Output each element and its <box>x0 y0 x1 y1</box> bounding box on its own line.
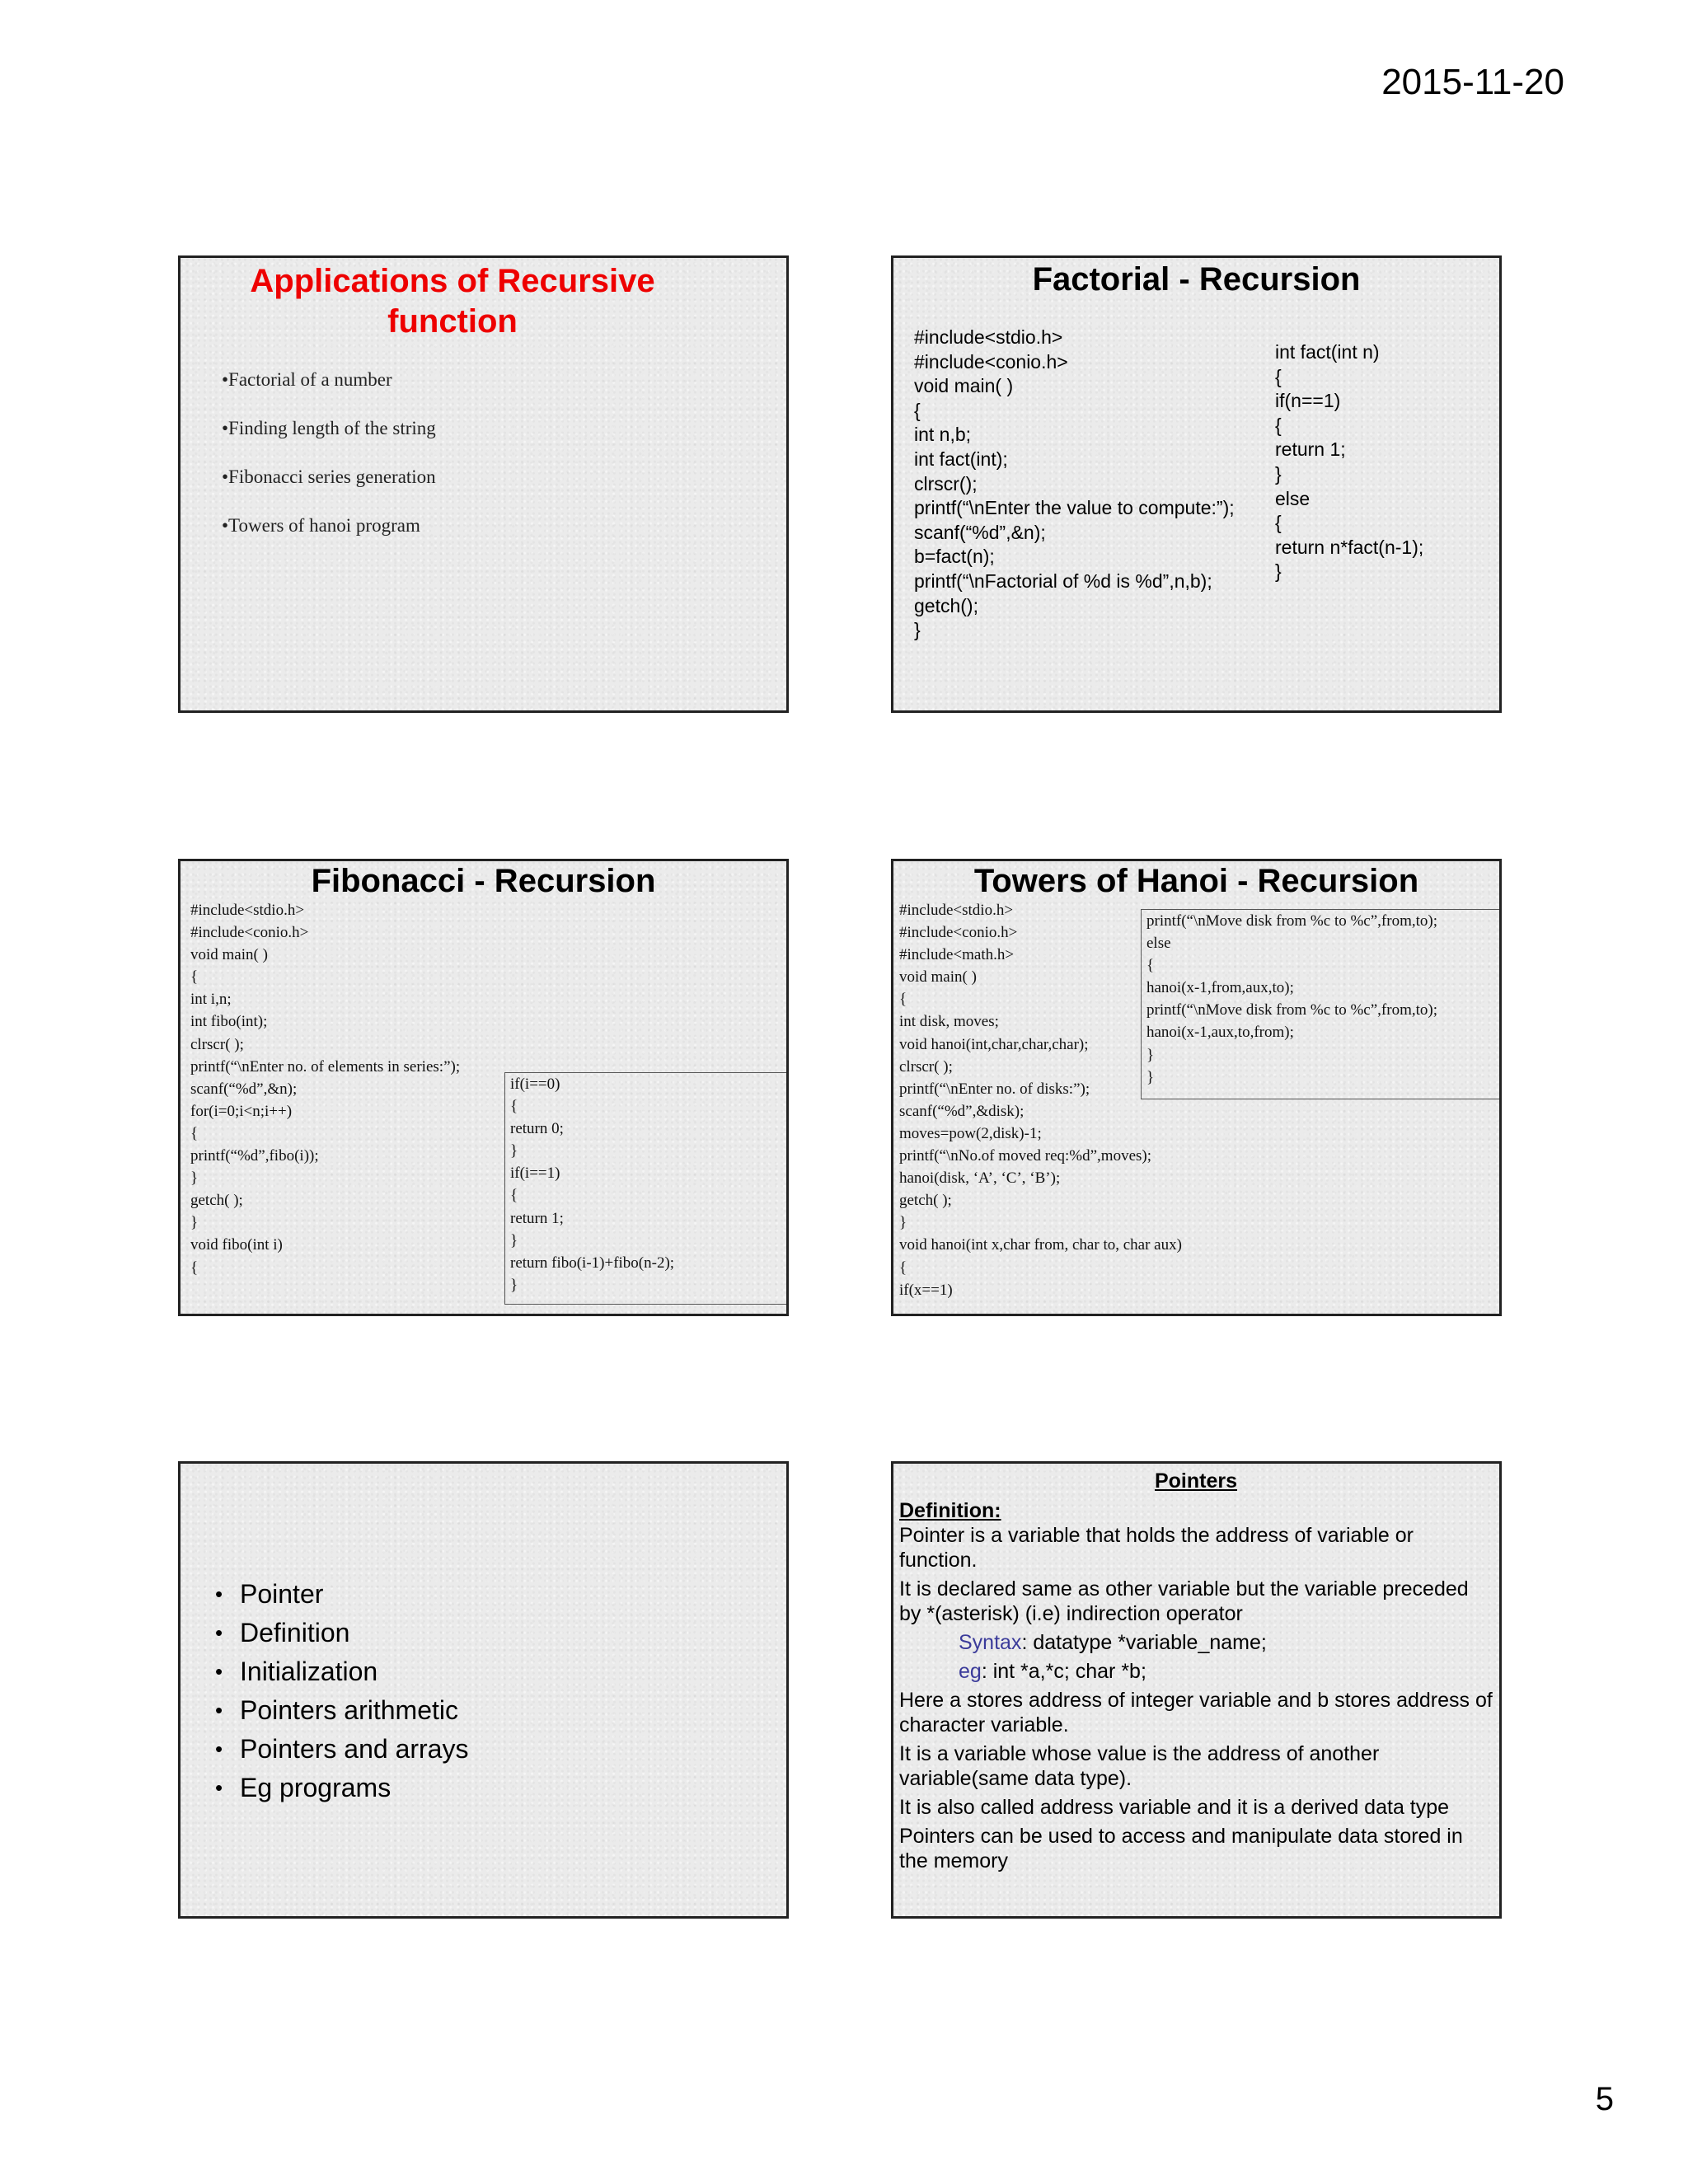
list-item: •Towers of hanoi program <box>222 515 420 536</box>
list-item: • Eg programs <box>215 1773 392 1802</box>
syntax-keyword: Syntax <box>959 1631 1022 1654</box>
example-keyword: eg <box>959 1660 982 1683</box>
paragraph: It is a variable whose value is the address of another variable(same data type). <box>899 1742 1380 1790</box>
slide-applications-recursive <box>178 255 789 713</box>
example-line: eg: int *a,*c; char *b; <box>959 1660 1146 1683</box>
slide-title-line1: Applications of Recursive <box>250 263 655 299</box>
slide-towers-of-hanoi-recursion <box>891 859 1502 1316</box>
paragraph: Here a stores address of integer variable and b stores address of character variable. <box>899 1689 1493 1736</box>
page-date: 2015-11-20 <box>1381 62 1564 102</box>
fibonacci-function-code: if(i==0) { return 0; } if(i==1) { return 1; } return fibo(i-1)+fibo(n-2); } <box>504 1072 789 1305</box>
factorial-main-code: #include<stdio.h> #include<conio.h> void main( ) { int n,b; int fact(int); clrscr(); printf(“\nEnter the value to compute:”); scanf(“%d”,&n); b=fact(n); printf(“\nFactorial of %d is %d”,n,b); getch(); } <box>914 326 1235 641</box>
slide-title-line2: function <box>387 303 518 340</box>
factorial-function-code: int fact(int n) { if(n==1) { return 1; } else { return n*fact(n-1); } <box>1275 341 1424 583</box>
syntax-line: Syntax: datatype *variable_name; <box>959 1631 1267 1654</box>
pointers-content <box>899 1464 1493 1877</box>
slide-title <box>230 261 675 342</box>
paragraph: It is also called address variable and it is a derived data type <box>899 1796 1450 1819</box>
bullet-icon: • <box>215 1659 223 1684</box>
slide-factorial-recursion <box>891 255 1502 713</box>
hanoi-function-code: printf(“\nMove disk from %c to %c”,from,to); else { hanoi(x-1,from,aux,to); printf(“\nMove disk from %c to %c”,from,to); hanoi(x-1,aux,to,from); } } <box>1141 909 1502 1099</box>
slide-pointers-definition <box>891 1461 1502 1919</box>
list-item: • Definition <box>215 1618 350 1647</box>
fibonacci-main-code: #include<stdio.h> #include<conio.h> void main( ) { int i,n; int fibo(int); clrscr( ); printf(“\nEnter no. of elements in series:”); scanf(“%d”,&n); for(i=0;i<n;i++) { printf(“%d”,fibo(i)); } getch( ); } void fibo(int i) { <box>190 902 461 1277</box>
paragraph: Pointers can be used to access and manipulate data stored in the memory <box>899 1825 1463 1872</box>
outline-list <box>215 1575 468 1807</box>
bullet-icon: • <box>215 1736 223 1761</box>
slide-fibonacci-recursion <box>178 859 789 1316</box>
bullet-icon: • <box>215 1775 223 1800</box>
hanoi-main-code: #include<stdio.h> #include<conio.h> #include<math.h> void main( ) { int disk, moves; void hanoi(int,char,char,char); clrscr( ); printf(“\nEnter no. of disks:”); scanf(“%d”,&disk); moves=pow(2,disk)-1; printf(“\nNo.of moved req:%d”,moves); hanoi(disk, ‘A’, ‘C’, ‘B’); getch( ); } void hanoi(int x,char from, char to, char aux) { if(x==1) <box>899 902 1182 1299</box>
slide-title: Factorial - Recursion <box>1032 261 1361 298</box>
bullet-icon: • <box>215 1620 223 1645</box>
slide-title: Fibonacci - Recursion <box>311 863 656 899</box>
slide-title: Towers of Hanoi - Recursion <box>973 863 1419 899</box>
bullet-icon: • <box>215 1582 223 1606</box>
definition-label: Definition: <box>899 1499 1001 1522</box>
slide-pointers-outline <box>178 1461 789 1919</box>
slide-title: Pointers <box>1154 1469 1238 1493</box>
list-item: • Pointer <box>215 1579 324 1609</box>
paragraph: Pointer is a variable that holds the address of variable or function. <box>899 1524 1414 1572</box>
list-item: • Pointers and arrays <box>215 1734 469 1764</box>
paragraph: It is declared same as other variable but the variable preceded by *(asterisk) (i.e) indirection operator <box>899 1577 1469 1625</box>
page-number: 5 <box>1595 2081 1614 2117</box>
list-item: • Pointers arithmetic <box>215 1695 458 1725</box>
list-item: •Factorial of a number <box>222 369 392 390</box>
applications-list <box>222 369 436 564</box>
list-item: •Finding length of the string <box>222 418 436 438</box>
list-item: •Fibonacci series generation <box>222 466 436 487</box>
list-item: • Initialization <box>215 1657 378 1686</box>
bullet-icon: • <box>215 1698 223 1722</box>
